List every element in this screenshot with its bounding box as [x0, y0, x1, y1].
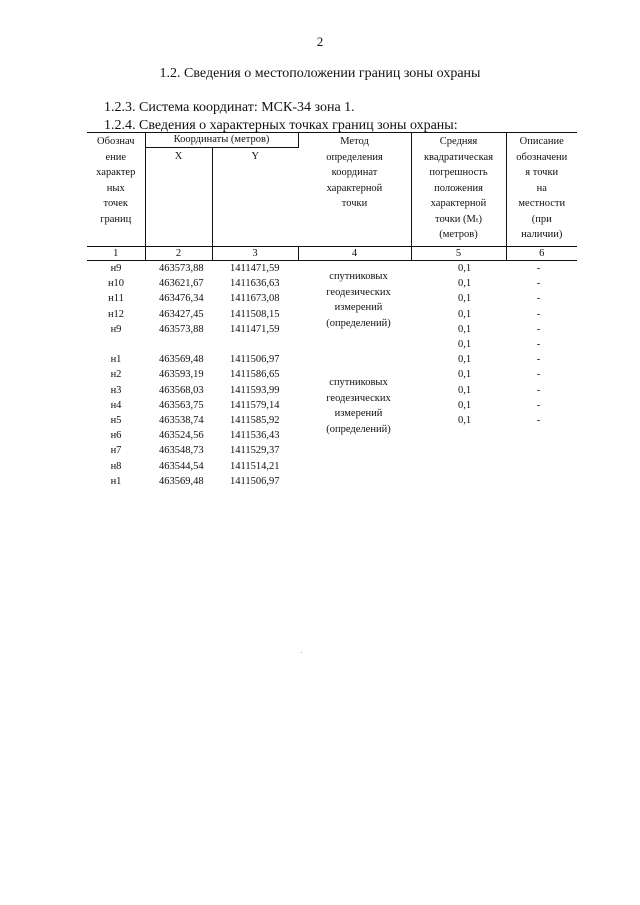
coord-x: 463569,48 [159, 354, 204, 366]
method-spacer [298, 352, 411, 367]
method-cell-2: спутниковых геодезических измерений (определений) [326, 377, 391, 435]
header-point-designation: Обознач ение характер ных точек границ [87, 133, 145, 247]
header-coordinates: Координаты (метров) [145, 133, 298, 148]
method-cell-1: спутниковых геодезических измерений (определений) [326, 271, 391, 329]
coord-x: 463544,54 [159, 460, 204, 472]
method-spacer [298, 337, 411, 352]
point-id: н1 [110, 354, 122, 366]
point-id: н2 [110, 369, 122, 381]
error-value [411, 443, 506, 458]
error-value: 0,1 [458, 339, 472, 351]
description-value: - [536, 415, 541, 427]
coord-x: 463548,73 [159, 445, 204, 457]
boundary-points-table [87, 132, 577, 489]
coord-y: 1411529,37 [230, 445, 280, 457]
point-id: н10 [107, 278, 125, 290]
description-value: - [536, 278, 541, 290]
point-id: н8 [110, 460, 122, 472]
description-value [506, 443, 577, 458]
table-row [87, 459, 577, 474]
error-value: 0,1 [458, 369, 472, 381]
table-row [87, 261, 577, 277]
scan-speck [301, 652, 302, 653]
point-id: н7 [110, 445, 122, 457]
table-row [87, 337, 577, 352]
method-spacer [298, 443, 411, 458]
error-value [411, 428, 506, 443]
col-number-4: 4 [298, 247, 411, 261]
page-number: 2 [316, 34, 324, 49]
col-number-1: 1 [87, 247, 145, 261]
description-value: - [536, 384, 541, 396]
table-row [87, 352, 577, 367]
coord-y: 1411506,97 [230, 475, 280, 487]
header-mean-square-error: Средняя квадратическая погрешность положения характерной точки (Mₜ) (метров) [411, 133, 506, 247]
coord-x: 463563,75 [159, 399, 204, 411]
point-id: н5 [110, 415, 122, 427]
error-value: 0,1 [458, 354, 472, 366]
coord-x: 463621,67 [159, 278, 204, 290]
point-id: н1 [110, 475, 122, 487]
coord-x: 463593,19 [159, 369, 204, 381]
description-value: - [536, 323, 541, 335]
method-spacer [298, 459, 411, 474]
method-spacer [298, 474, 411, 489]
point-id: н3 [110, 384, 122, 396]
header-y: Y [251, 151, 260, 162]
error-value: 0,1 [458, 323, 472, 335]
description-value: - [536, 308, 541, 320]
coord-y: 1411506,97 [230, 354, 280, 366]
error-value: 0,1 [458, 278, 472, 290]
header-method: Метод определения координат характерной точки [298, 133, 411, 247]
table-row [87, 367, 577, 382]
coord-y: 1411593,99 [230, 384, 280, 396]
point-id [87, 337, 145, 352]
point-id: н12 [107, 308, 125, 320]
col-number-3: 3 [212, 247, 298, 261]
table-row [87, 474, 577, 489]
point-id: н4 [110, 399, 122, 411]
header-point-description: Описание обозначени я точки на местности (при наличии) [506, 133, 577, 247]
table-row [87, 443, 577, 458]
coord-y: 1411636,63 [230, 278, 280, 290]
coord-x: 463427,45 [159, 308, 204, 320]
error-value: 0,1 [458, 293, 472, 305]
coord-x: 463538,74 [159, 415, 204, 427]
col-number-2: 2 [145, 247, 212, 261]
error-value: 0,1 [458, 384, 472, 396]
point-id: н6 [110, 430, 122, 442]
error-value: 0,1 [458, 415, 472, 427]
error-value: 0,1 [458, 308, 472, 320]
coord-x: 463569,48 [159, 475, 204, 487]
coord-x [145, 337, 212, 352]
coord-system-line: 1.2.3. Система координат: МСК-34 зона 1. [104, 100, 355, 115]
coord-y: 1411514,21 [230, 460, 280, 472]
description-value [506, 474, 577, 489]
coord-x: 463573,88 [159, 263, 204, 274]
coord-y: 1411471,59 [230, 323, 280, 335]
description-value: - [536, 399, 541, 411]
coord-y: 1411471,59 [230, 263, 280, 274]
description-value: - [536, 369, 541, 381]
description-value: - [536, 354, 541, 366]
point-id: н11 [108, 293, 124, 305]
coord-y: 1411536,43 [230, 430, 280, 442]
error-value [411, 459, 506, 474]
description-value: - [536, 339, 541, 351]
coord-y: 1411586,65 [230, 369, 280, 381]
coord-x: 463568,03 [159, 384, 204, 396]
point-id: н9 [110, 263, 122, 274]
coord-y [212, 337, 298, 352]
coord-y: 1411673,08 [230, 293, 280, 305]
error-value: 0,1 [458, 399, 472, 411]
description-value: - [536, 293, 541, 305]
description-value: - [536, 263, 541, 274]
error-value [411, 474, 506, 489]
col-number-6: 6 [506, 247, 577, 261]
coord-x: 463573,88 [159, 323, 204, 335]
description-value [506, 428, 577, 443]
coord-y: 1411508,15 [230, 308, 280, 320]
coord-y: 1411585,92 [230, 415, 280, 427]
coord-y: 1411579,14 [230, 399, 280, 411]
error-value: 0,1 [458, 263, 472, 274]
header-x: X [145, 148, 212, 247]
points-title-line: 1.2.4. Сведения о характерных точках границ зоны охраны: [104, 118, 458, 133]
col-number-5: 5 [411, 247, 506, 261]
description-value [506, 459, 577, 474]
section-heading: 1.2. Сведения о местоположении границ зоны охраны [159, 66, 481, 81]
point-id: н9 [110, 323, 122, 335]
coord-x: 463524,56 [159, 430, 204, 442]
coord-x: 463476,34 [159, 293, 204, 305]
